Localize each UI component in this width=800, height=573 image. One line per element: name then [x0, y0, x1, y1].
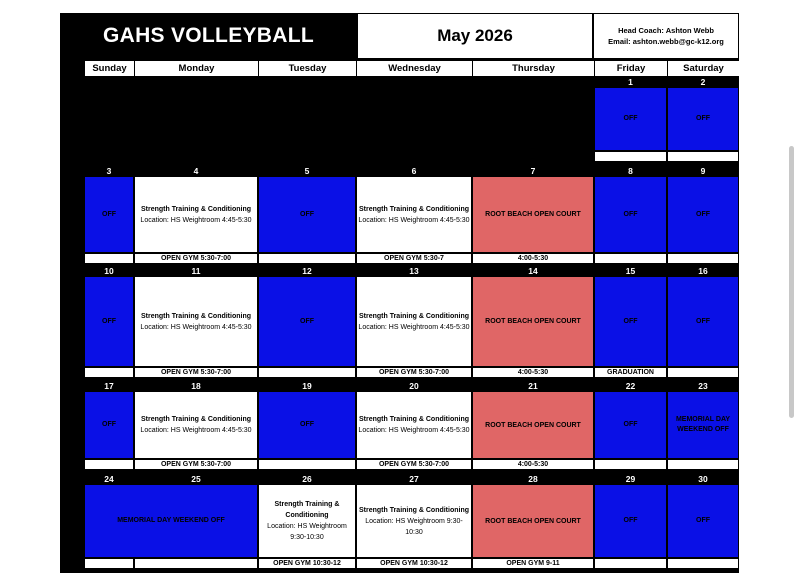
- open-gym-label: OPEN GYM 5:30-7:00: [356, 459, 472, 470]
- day-number: 1: [594, 76, 667, 87]
- month-label: May 2026: [357, 13, 593, 59]
- beach-court-cell: ROOT BEACH OPEN COURT: [472, 176, 594, 253]
- cell-footer: [594, 558, 667, 569]
- day-number: 4: [134, 165, 258, 176]
- off-day-cell: OFF: [84, 176, 134, 253]
- graduation-label: GRADUATION: [594, 367, 667, 378]
- calendar-title: GAHS VOLLEYBALL: [60, 13, 357, 59]
- strength-training-cell: [258, 484, 356, 558]
- event-title: Strength Training & Conditioning: [140, 205, 252, 213]
- beach-court-cell: ROOT BEACH OPEN COURT: [472, 276, 594, 367]
- day-number: 21: [472, 380, 594, 391]
- open-gym-label: OPEN GYM 5:30-7: [356, 253, 472, 264]
- day-number: 26: [258, 473, 356, 484]
- weekday-monday: Monday: [134, 61, 258, 76]
- off-day-cell: OFF: [667, 276, 739, 367]
- time-label: 4:00-5:30: [472, 367, 594, 378]
- event-location: Location: HS Weightroom 9:30-10:30: [365, 517, 463, 536]
- open-gym-label: OPEN GYM 10:30-12: [356, 558, 472, 569]
- off-day-cell: OFF: [258, 391, 356, 459]
- day-number: 7: [472, 165, 594, 176]
- off-day-cell: OFF: [667, 87, 739, 151]
- day-number: 15: [594, 265, 667, 276]
- weekday-thursday: Thursday: [472, 61, 594, 76]
- strength-training-cell: [356, 176, 472, 253]
- day-number: 17: [84, 380, 134, 391]
- cell-footer: [258, 367, 356, 378]
- time-label: 4:00-5:30: [472, 459, 594, 470]
- event-title: Strength Training & Conditioning: [140, 416, 252, 423]
- off-day-cell: OFF: [667, 176, 739, 253]
- off-day-cell: OFF: [667, 484, 739, 558]
- weekday-friday: Friday: [594, 61, 667, 76]
- day-number: 12: [258, 265, 356, 276]
- strength-training-cell: [134, 391, 258, 459]
- event-location: Location: HS Weightroom 4:45-5:30: [358, 427, 470, 434]
- memorial-day-cell: MEMORIAL DAY WEEKEND OFF: [667, 391, 739, 459]
- off-day-cell: OFF: [594, 391, 667, 459]
- coach-name: Head Coach: Ashton Webb: [618, 26, 714, 35]
- off-day-cell: OFF: [594, 484, 667, 558]
- day-number: 27: [356, 473, 472, 484]
- off-day-cell: OFF: [258, 176, 356, 253]
- cell-footer: [258, 253, 356, 264]
- event-location: Location: HS Weightroom 4:45-5:30: [140, 427, 252, 434]
- vertical-scrollbar[interactable]: [789, 146, 794, 418]
- event-title: Strength Training & Conditioning: [140, 312, 252, 320]
- cell-footer: [134, 558, 258, 569]
- cell-footer: [84, 558, 134, 569]
- event-location: Location: HS Weightroom 4:45-5:30: [140, 216, 252, 224]
- off-day-cell: OFF: [84, 276, 134, 367]
- day-number: 14: [472, 265, 594, 276]
- off-day-cell: OFF: [594, 276, 667, 367]
- day-number: 8: [594, 165, 667, 176]
- day-number: 16: [667, 265, 739, 276]
- beach-court-cell: ROOT BEACH OPEN COURT: [472, 391, 594, 459]
- weekday-wednesday: Wednesday: [356, 61, 472, 76]
- day-number: 2: [667, 76, 739, 87]
- day-number: 5: [258, 165, 356, 176]
- day-number: 23: [667, 380, 739, 391]
- day-number: 20: [356, 380, 472, 391]
- cell-footer: [667, 459, 739, 470]
- day-number: 10: [84, 265, 134, 276]
- day-number: 29: [594, 473, 667, 484]
- cell-footer: [594, 253, 667, 264]
- day-number: 13: [356, 265, 472, 276]
- event-location: Location: HS Weightroom 4:45-5:30: [358, 216, 470, 224]
- event-title: Strength Training & Conditioning: [358, 416, 470, 423]
- strength-training-cell: [356, 276, 472, 367]
- event-location: Location: HS Weightroom 9:30-10:30: [267, 523, 347, 541]
- day-number: 24: [84, 473, 134, 484]
- event-title: Strength Training & Conditioning: [274, 501, 340, 519]
- open-gym-label: OPEN GYM 10:30-12: [258, 558, 356, 569]
- open-gym-label: OPEN GYM 5:30-7:00: [356, 367, 472, 378]
- cell-footer: [84, 253, 134, 264]
- open-gym-label: OPEN GYM 5:30-7:00: [134, 253, 258, 264]
- cell-footer: [258, 459, 356, 470]
- coach-email: Email: ashton.webb@gc-k12.org: [608, 37, 724, 46]
- day-number: 19: [258, 380, 356, 391]
- day-number: 25: [134, 473, 258, 484]
- strength-training-cell: [134, 276, 258, 367]
- strength-training-cell: [134, 176, 258, 253]
- day-number: 6: [356, 165, 472, 176]
- beach-court-cell: ROOT BEACH OPEN COURT: [472, 484, 594, 558]
- event-title: Strength Training & Conditioning: [358, 506, 470, 514]
- day-number: 9: [667, 165, 739, 176]
- cell-footer: [84, 459, 134, 470]
- cell-footer: [667, 253, 739, 264]
- coach-info: [593, 13, 739, 59]
- event-location: Location: HS Weightroom 4:45-5:30: [140, 323, 252, 331]
- event-title: Strength Training & Conditioning: [358, 205, 470, 213]
- cell-footer: [667, 558, 739, 569]
- event-location: Location: HS Weightroom 4:45-5:30: [358, 323, 470, 331]
- day-number: 18: [134, 380, 258, 391]
- day-number: 11: [134, 265, 258, 276]
- cell-footer: [594, 151, 667, 162]
- weekday-tuesday: Tuesday: [258, 61, 356, 76]
- cell-footer: [84, 367, 134, 378]
- volleyball-calendar: [60, 13, 739, 573]
- cell-footer: [667, 367, 739, 378]
- event-title: Strength Training & Conditioning: [358, 312, 470, 320]
- day-number: 30: [667, 473, 739, 484]
- day-number: 28: [472, 473, 594, 484]
- off-day-cell: OFF: [594, 87, 667, 151]
- off-day-cell: OFF: [258, 276, 356, 367]
- memorial-day-cell: MEMORIAL DAY WEEKEND OFF: [84, 484, 258, 558]
- strength-training-cell: [356, 484, 472, 558]
- open-gym-label: OPEN GYM 5:30-7:00: [134, 459, 258, 470]
- cell-footer: [667, 151, 739, 162]
- open-gym-label: OPEN GYM 9-11: [472, 558, 594, 569]
- time-label: 4:00-5:30: [472, 253, 594, 264]
- open-gym-label: OPEN GYM 5:30-7:00: [134, 367, 258, 378]
- cell-footer: [594, 459, 667, 470]
- day-number: 3: [84, 165, 134, 176]
- strength-training-cell: [356, 391, 472, 459]
- off-day-cell: OFF: [594, 176, 667, 253]
- weekday-saturday: Saturday: [667, 61, 739, 76]
- off-day-cell: OFF: [84, 391, 134, 459]
- day-number: 22: [594, 380, 667, 391]
- weekday-sunday: Sunday: [84, 61, 134, 76]
